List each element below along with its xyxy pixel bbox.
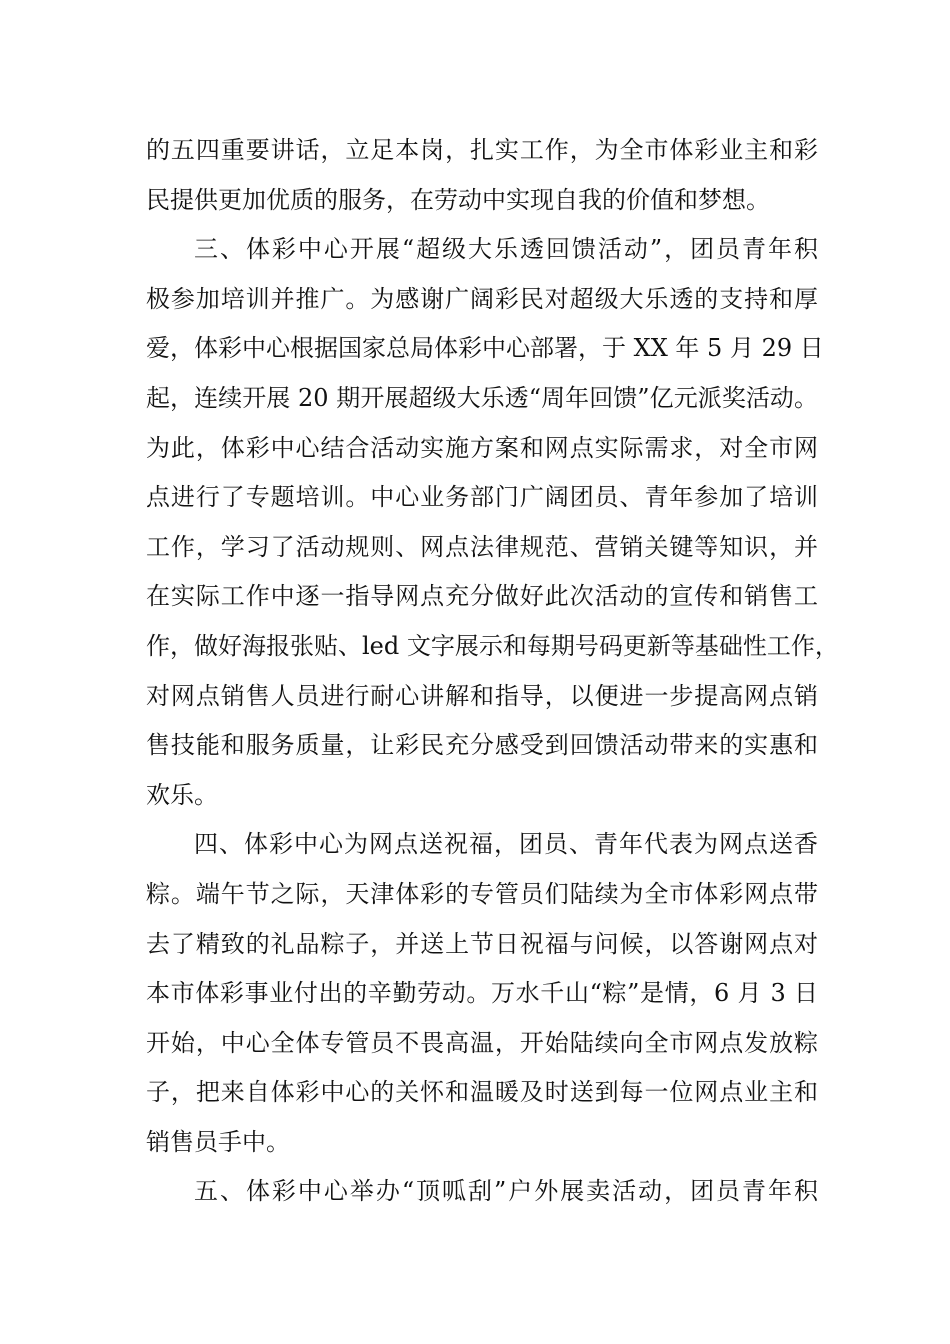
paragraph-first-line: 四、体彩中心为网点送祝福，团员、青年代表为网点送香	[194, 830, 818, 859]
body-line: 欢乐。	[146, 780, 218, 809]
body-line: 作，做好海报张贴、led 文字展示和每期号码更新等基础性工作，	[146, 631, 839, 660]
body-line: 去了精致的礼品粽子，并送上节日祝福与问候，以答谢网点对	[146, 929, 818, 958]
body-line: 对网点销售人员进行耐心讲解和指导，以便进一步提高网点销	[146, 681, 818, 710]
body-line: 爱，体彩中心根据国家总局体彩中心部署，于 XX 年 5 月 29 日	[146, 334, 824, 363]
body-line: 开始，中心全体专管员不畏高温，开始陆续向全市网点发放粽	[146, 1028, 818, 1057]
body-line: 民提供更加优质的服务，在劳动中实现自我的价值和梦想。	[146, 185, 770, 214]
body-line: 销售员手中。	[146, 1127, 290, 1156]
body-line: 极参加培训并推广。为感谢广阔彩民对超级大乐透的支持和厚	[146, 284, 818, 313]
body-line: 点进行了专题培训。中心业务部门广阔团员、青年参加了培训	[146, 483, 818, 512]
body-line: 在实际工作中逐一指导网点充分做好此次活动的宣传和销售工	[146, 582, 818, 611]
body-line: 子，把来自体彩中心的关怀和温暖及时送到每一位网点业主和	[146, 1078, 818, 1107]
document-body	[146, 126, 839, 1217]
body-line: 售技能和服务质量，让彩民充分感受到回馈活动带来的实惠和	[146, 731, 818, 760]
body-line: 粽。端午节之际，天津体彩的专管员们陆续为全市体彩网点带	[146, 879, 818, 908]
paragraph-first-line: 五、体彩中心举办“顶呱刮”户外展卖活动，团员青年积	[194, 1177, 818, 1206]
body-line: 为此，体彩中心结合活动实施方案和网点实际需求，对全市网	[146, 433, 818, 462]
body-line: 本市体彩事业付出的辛勤劳动。万水千山“粽”是情，6 月 3 日	[146, 979, 818, 1008]
body-line: 的五四重要讲话，立足本岗，扎实工作，为全市体彩业主和彩	[146, 136, 818, 164]
paragraph-first-line: 三、体彩中心开展“超级大乐透回馈活动”，团员青年积	[194, 235, 818, 264]
body-line: 工作，学习了活动规则、网点法律规范、营销关键等知识，并	[146, 532, 818, 561]
body-line: 起，连续开展 20 期开展超级大乐透“周年回馈”亿元派奖活动。	[146, 383, 818, 412]
